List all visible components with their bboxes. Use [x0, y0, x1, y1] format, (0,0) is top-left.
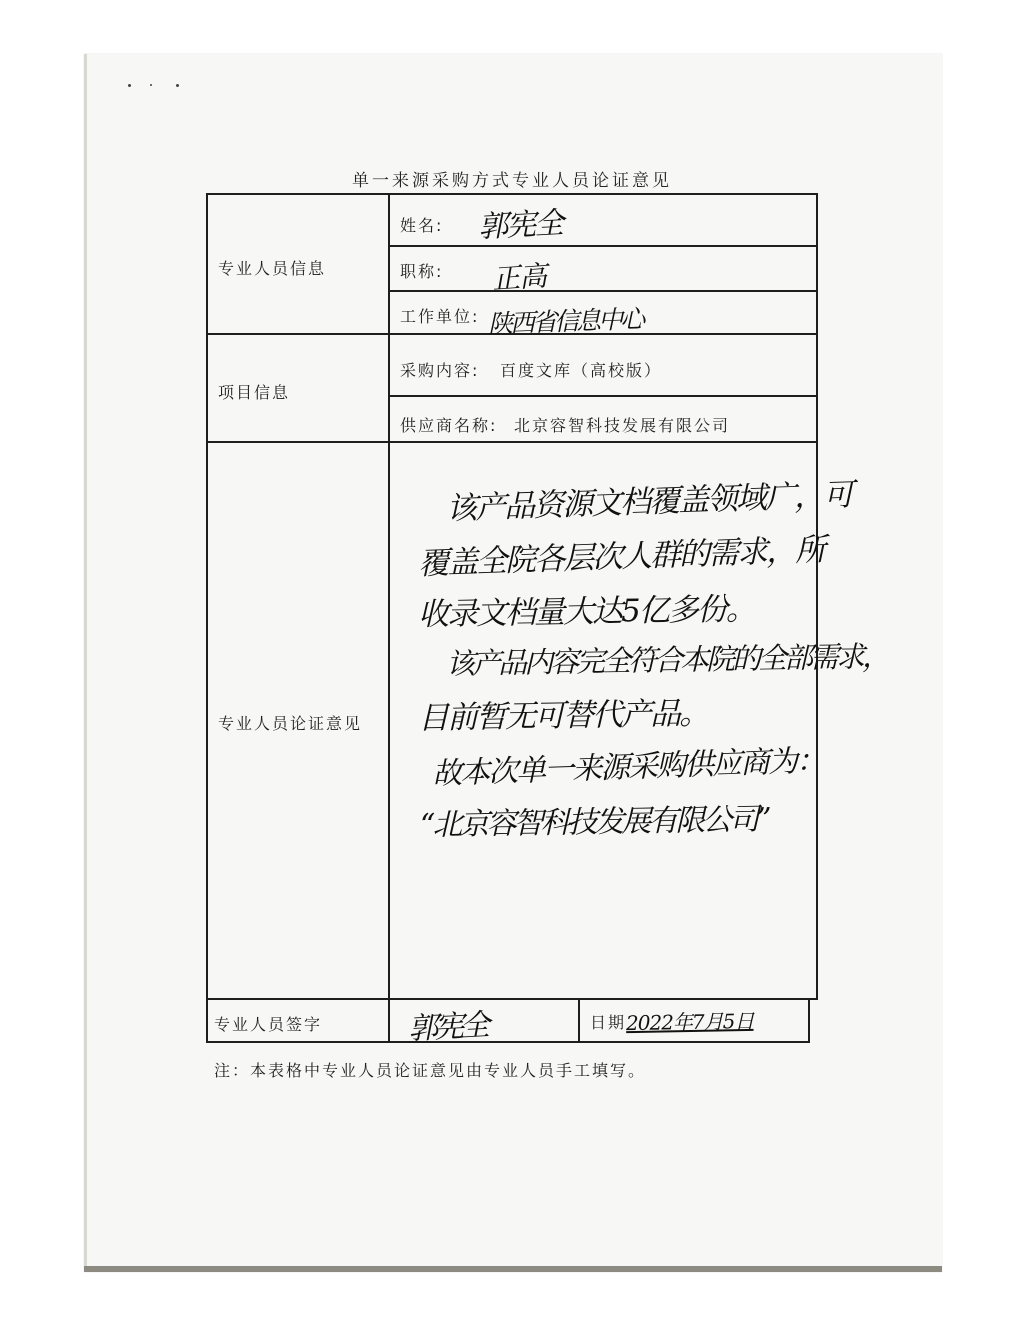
date-label: 日期	[590, 1013, 627, 1032]
supplier-label: 供应商名称:	[400, 416, 498, 435]
speck	[176, 84, 179, 87]
content-label: 采购内容:	[400, 361, 480, 380]
divider-project-opinion	[206, 441, 818, 443]
paper-edge-left	[84, 54, 87, 1272]
title-handwritten: 正高	[491, 259, 548, 296]
unit-label: 工作单位:	[400, 307, 480, 326]
divider-content-supplier	[388, 395, 818, 397]
title-label: 职称:	[400, 262, 444, 281]
signature-label: 专业人员签字	[214, 1015, 323, 1034]
expert-info-label: 专业人员信息	[218, 259, 327, 278]
speck	[150, 84, 152, 86]
name-label: 姓名:	[400, 216, 444, 235]
opinion-line: 目前暂无可替代产品。	[417, 695, 709, 737]
table-border-right-upper	[816, 193, 818, 999]
document-title: 单一来源采购方式专业人员论证意见	[352, 171, 672, 191]
divider-name-title	[388, 245, 818, 247]
name-handwritten: 郭宪全	[477, 205, 564, 246]
footnote: 注：本表格中专业人员论证意见由专业人员手工填写。	[214, 1061, 647, 1080]
label-column-divider	[388, 193, 390, 1043]
signature-handwritten: 郭宪全	[407, 1007, 488, 1048]
paper-edge-bottom	[84, 1266, 942, 1272]
unit-handwritten: 陕西省信息中心	[487, 304, 643, 339]
opinion-line: 收录文档量大达5亿多份。	[417, 591, 756, 633]
project-info-label: 项目信息	[218, 383, 291, 402]
supplier-value: 北京容智科技发展有限公司	[514, 416, 731, 435]
content-value: 百度文库（高校版）	[500, 361, 663, 380]
divider-signature-date	[578, 998, 580, 1043]
table-border-right-lower	[808, 998, 810, 1043]
opinion-line: 故本次单一来源采购供应商为：	[431, 743, 825, 792]
divider-title-unit	[388, 290, 818, 292]
opinion-line: 该产品内容完全符合本院的全部需求，	[445, 639, 889, 681]
divider-opinion-signature	[206, 998, 818, 1000]
opinion-label: 专业人员论证意见	[218, 714, 363, 733]
opinion-line: 覆盖全院各层次人群的需求，所	[417, 531, 825, 583]
date-handwritten: 2022年7月5日	[625, 1008, 754, 1036]
opinion-line: 该产品资源文档覆盖领域广，可	[445, 476, 853, 528]
opinion-line: “北京容智科技发展有限公司”	[419, 801, 770, 844]
speck	[128, 84, 131, 87]
table-border-top	[206, 193, 818, 195]
table-border-left	[206, 193, 208, 1043]
table-border-bottom	[206, 1041, 810, 1043]
